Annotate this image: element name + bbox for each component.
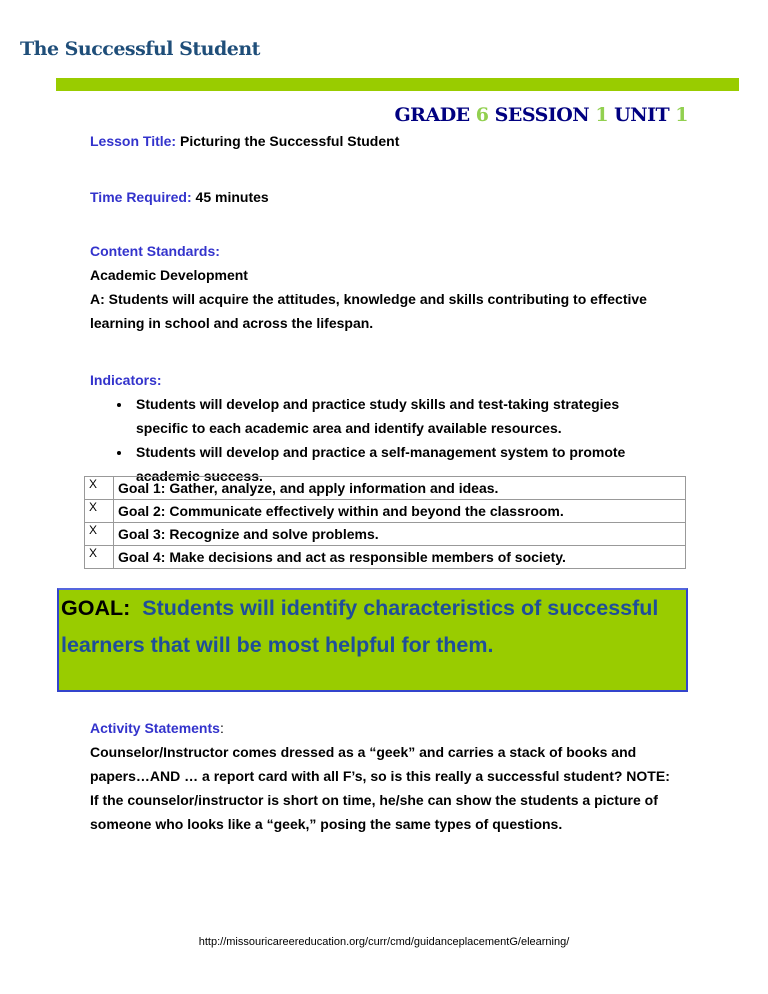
time-required xyxy=(90,185,269,209)
activity-text: Counselor/Instructor comes dressed as a “geek” and carries a stack of books and papers…AND … a report card with all F’s, so is this really a successful student? NOTE: If the counselor/instructor is short on time, he/she can show the students a picture of someone who looks like a “geek,” posing the same types of questions. xyxy=(90,744,670,832)
goal-text: Goal 2: Communicate effectively within and beyond the classroom. xyxy=(114,500,686,523)
goal-box-label: GOAL: xyxy=(61,596,131,620)
activity-statements xyxy=(90,716,680,836)
grade-number: 6 xyxy=(475,104,489,126)
indicators xyxy=(90,368,670,488)
content-standards-label: Content Standards: xyxy=(90,243,220,259)
goal-mark: X xyxy=(85,500,114,523)
goal-box-text: Students will identify characteristics of successful learners that will be most helpful for them. xyxy=(61,596,659,657)
goal-box xyxy=(57,588,688,692)
header-divider xyxy=(56,78,739,91)
standards-text: A: Students will acquire the attitudes, knowledge and skills contributing to effective learning in school and across the lifespan. xyxy=(90,291,647,331)
goal-text: Goal 3: Recognize and solve problems. xyxy=(114,523,686,546)
standards-area: Academic Development xyxy=(90,267,248,283)
table-row xyxy=(85,500,686,523)
time-required-label: Time Required: xyxy=(90,189,192,205)
time-required-value: 45 minutes xyxy=(195,189,269,205)
activity-label: Activity Statements xyxy=(90,720,220,736)
table-row xyxy=(85,523,686,546)
goal-mark: X xyxy=(85,546,114,569)
goal-text: Goal 1: Gather, analyze, and apply information and ideas. xyxy=(114,477,686,500)
goal-mark: X xyxy=(85,477,114,500)
session-number: 1 xyxy=(595,104,609,126)
grade-session-unit xyxy=(394,104,688,126)
indicator-item: • Students will develop and practice study skills and test-taking strategies specific to each academic area and identify available resources. xyxy=(132,392,670,440)
goal-text: Goal 4: Make decisions and act as responsible members of society. xyxy=(114,546,686,569)
content-standards xyxy=(90,239,670,335)
lesson-title-value: Picturing the Successful Student xyxy=(179,133,400,149)
footer-url[interactable]: http://missouricareereducation.org/curr/cmd/guidanceplacementG/elearning/ xyxy=(198,936,570,948)
session-label: SESSION xyxy=(494,104,590,126)
goals-table xyxy=(84,476,686,569)
indicator-item: • Students will develop and practice a self-management system to promote academic success. xyxy=(132,440,670,488)
lesson-title xyxy=(90,129,399,153)
document-title: The Successful Student xyxy=(20,38,260,60)
table-row xyxy=(85,546,686,569)
activity-colon: : xyxy=(219,720,224,736)
indicators-label: Indicators: xyxy=(90,372,162,388)
goal-mark: X xyxy=(85,523,114,546)
table-row xyxy=(85,477,686,500)
lesson-title-label: Lesson Title: xyxy=(90,133,177,149)
unit-label: UNIT xyxy=(614,104,670,126)
grade-label: GRADE xyxy=(394,104,470,126)
unit-number: 1 xyxy=(675,104,688,126)
